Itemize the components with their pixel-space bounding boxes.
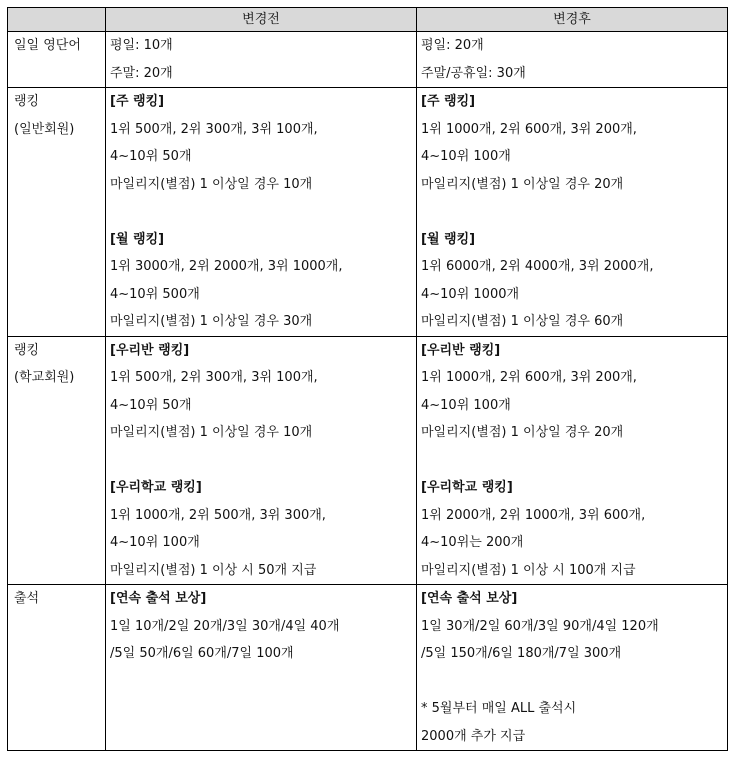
text-line: 마일리지(별점) 1 이상일 경우 20개 bbox=[421, 176, 624, 192]
blank-line bbox=[110, 447, 412, 475]
text-line: 4~10위 100개 bbox=[421, 397, 511, 413]
category-cell bbox=[8, 336, 106, 585]
before-cell bbox=[106, 585, 417, 751]
after-cell bbox=[417, 336, 728, 585]
section-heading: [연속 출석 보상] bbox=[421, 591, 518, 606]
category-label: (학교회원) bbox=[14, 370, 75, 385]
before-cell bbox=[106, 336, 417, 585]
text-line: 4~10위 50개 bbox=[110, 397, 192, 413]
text-line: 4~10위 500개 bbox=[110, 286, 200, 302]
text-line: 4~10위 50개 bbox=[110, 149, 192, 164]
text-line: 1위 3000개, 2위 2000개, 3위 1000개, bbox=[110, 259, 343, 274]
header-before: 변경전 bbox=[106, 8, 417, 32]
text-line: 주말: 20개 bbox=[110, 65, 173, 81]
text-line: 마일리지(별점) 1 이상일 경우 30개 bbox=[110, 314, 313, 329]
category-label: 일일 영단어 bbox=[14, 38, 81, 53]
category-label: 출석 bbox=[14, 591, 40, 606]
text-line: 1위 2000개, 2위 1000개, 3위 600개, bbox=[421, 507, 646, 523]
section-heading: [우리반 랭킹] bbox=[421, 342, 501, 358]
section-heading: [주 랭킹] bbox=[110, 94, 165, 109]
table-row bbox=[8, 32, 728, 88]
text-line: 4~10위 100개 bbox=[110, 535, 200, 550]
after-cell bbox=[417, 32, 728, 88]
text-line: 4~10위 1000개 bbox=[421, 286, 520, 302]
text-line: 4~10위 100개 bbox=[421, 149, 511, 164]
text-line: 1위 1000개, 2위 500개, 3위 300개, bbox=[110, 507, 326, 523]
after-cell bbox=[417, 585, 728, 751]
section-heading: [우리학교 랭킹] bbox=[421, 480, 513, 495]
text-line: 4~10위는 200개 bbox=[421, 535, 524, 550]
text-line: 1위 6000개, 2위 4000개, 3위 2000개, bbox=[421, 259, 654, 274]
text-line: 1위 1000개, 2위 600개, 3위 200개, bbox=[421, 370, 637, 385]
text-line: /5일 50개/6일 60개/7일 100개 bbox=[110, 646, 294, 661]
section-heading: [우리학교 랭킹] bbox=[110, 480, 202, 495]
after-cell bbox=[417, 88, 728, 337]
category-label: (일반회원) bbox=[14, 121, 75, 137]
text-line: 마일리지(별점) 1 이상일 경우 10개 bbox=[110, 176, 313, 192]
category-cell bbox=[8, 585, 106, 751]
before-cell bbox=[106, 32, 417, 88]
text-line: 마일리지(별점) 1 이상일 경우 20개 bbox=[421, 425, 624, 440]
before-cell bbox=[106, 88, 417, 337]
category-cell bbox=[8, 88, 106, 337]
blank-line bbox=[421, 447, 723, 475]
category-label: 랭킹 bbox=[14, 342, 40, 358]
text-line: * 5월부터 매일 ALL 출석시 bbox=[421, 701, 577, 716]
section-heading: [연속 출석 보상] bbox=[110, 591, 207, 606]
header-row bbox=[8, 8, 728, 32]
header-after: 변경후 bbox=[417, 8, 728, 32]
blank-line bbox=[421, 198, 723, 226]
text-line: 1위 500개, 2위 300개, 3위 100개, bbox=[110, 370, 318, 385]
text-line: 1일 30개/2일 60개/3일 90개/4일 120개 bbox=[421, 618, 659, 634]
text-line: 평일: 20개 bbox=[421, 38, 484, 53]
text-line: 1일 10개/2일 20개/3일 30개/4일 40개 bbox=[110, 618, 340, 634]
category-label: 랭킹 bbox=[14, 94, 40, 109]
section-heading: [우리반 랭킹] bbox=[110, 342, 190, 358]
table-row bbox=[8, 88, 728, 337]
header-empty bbox=[8, 8, 106, 32]
section-heading: [월 랭킹] bbox=[110, 231, 165, 247]
text-line: 2000개 추가 지급 bbox=[421, 728, 526, 744]
table-row bbox=[8, 585, 728, 751]
blank-line bbox=[110, 198, 412, 226]
text-line: 주말/공휴일: 30개 bbox=[421, 65, 526, 81]
text-line: /5일 150개/6일 180개/7일 300개 bbox=[421, 646, 622, 661]
section-heading: [주 랭킹] bbox=[421, 94, 476, 109]
text-line: 마일리지(별점) 1 이상일 경우 60개 bbox=[421, 314, 624, 329]
blank-line bbox=[110, 668, 412, 696]
section-heading: [월 랭킹] bbox=[421, 231, 476, 247]
blank-line bbox=[421, 668, 723, 696]
table-row bbox=[8, 336, 728, 585]
text-line: 마일리지(별점) 1 이상 시 50개 지급 bbox=[110, 562, 317, 578]
text-line: 마일리지(별점) 1 이상 시 100개 지급 bbox=[421, 562, 636, 578]
blank-line bbox=[110, 723, 412, 751]
text-line: 평일: 10개 bbox=[110, 38, 173, 53]
text-line: 1위 1000개, 2위 600개, 3위 200개, bbox=[421, 121, 637, 137]
text-line: 마일리지(별점) 1 이상일 경우 10개 bbox=[110, 425, 313, 440]
text-line: 1위 500개, 2위 300개, 3위 100개, bbox=[110, 121, 318, 137]
comparison-table bbox=[7, 7, 728, 751]
category-cell bbox=[8, 32, 106, 88]
blank-line bbox=[110, 695, 412, 723]
